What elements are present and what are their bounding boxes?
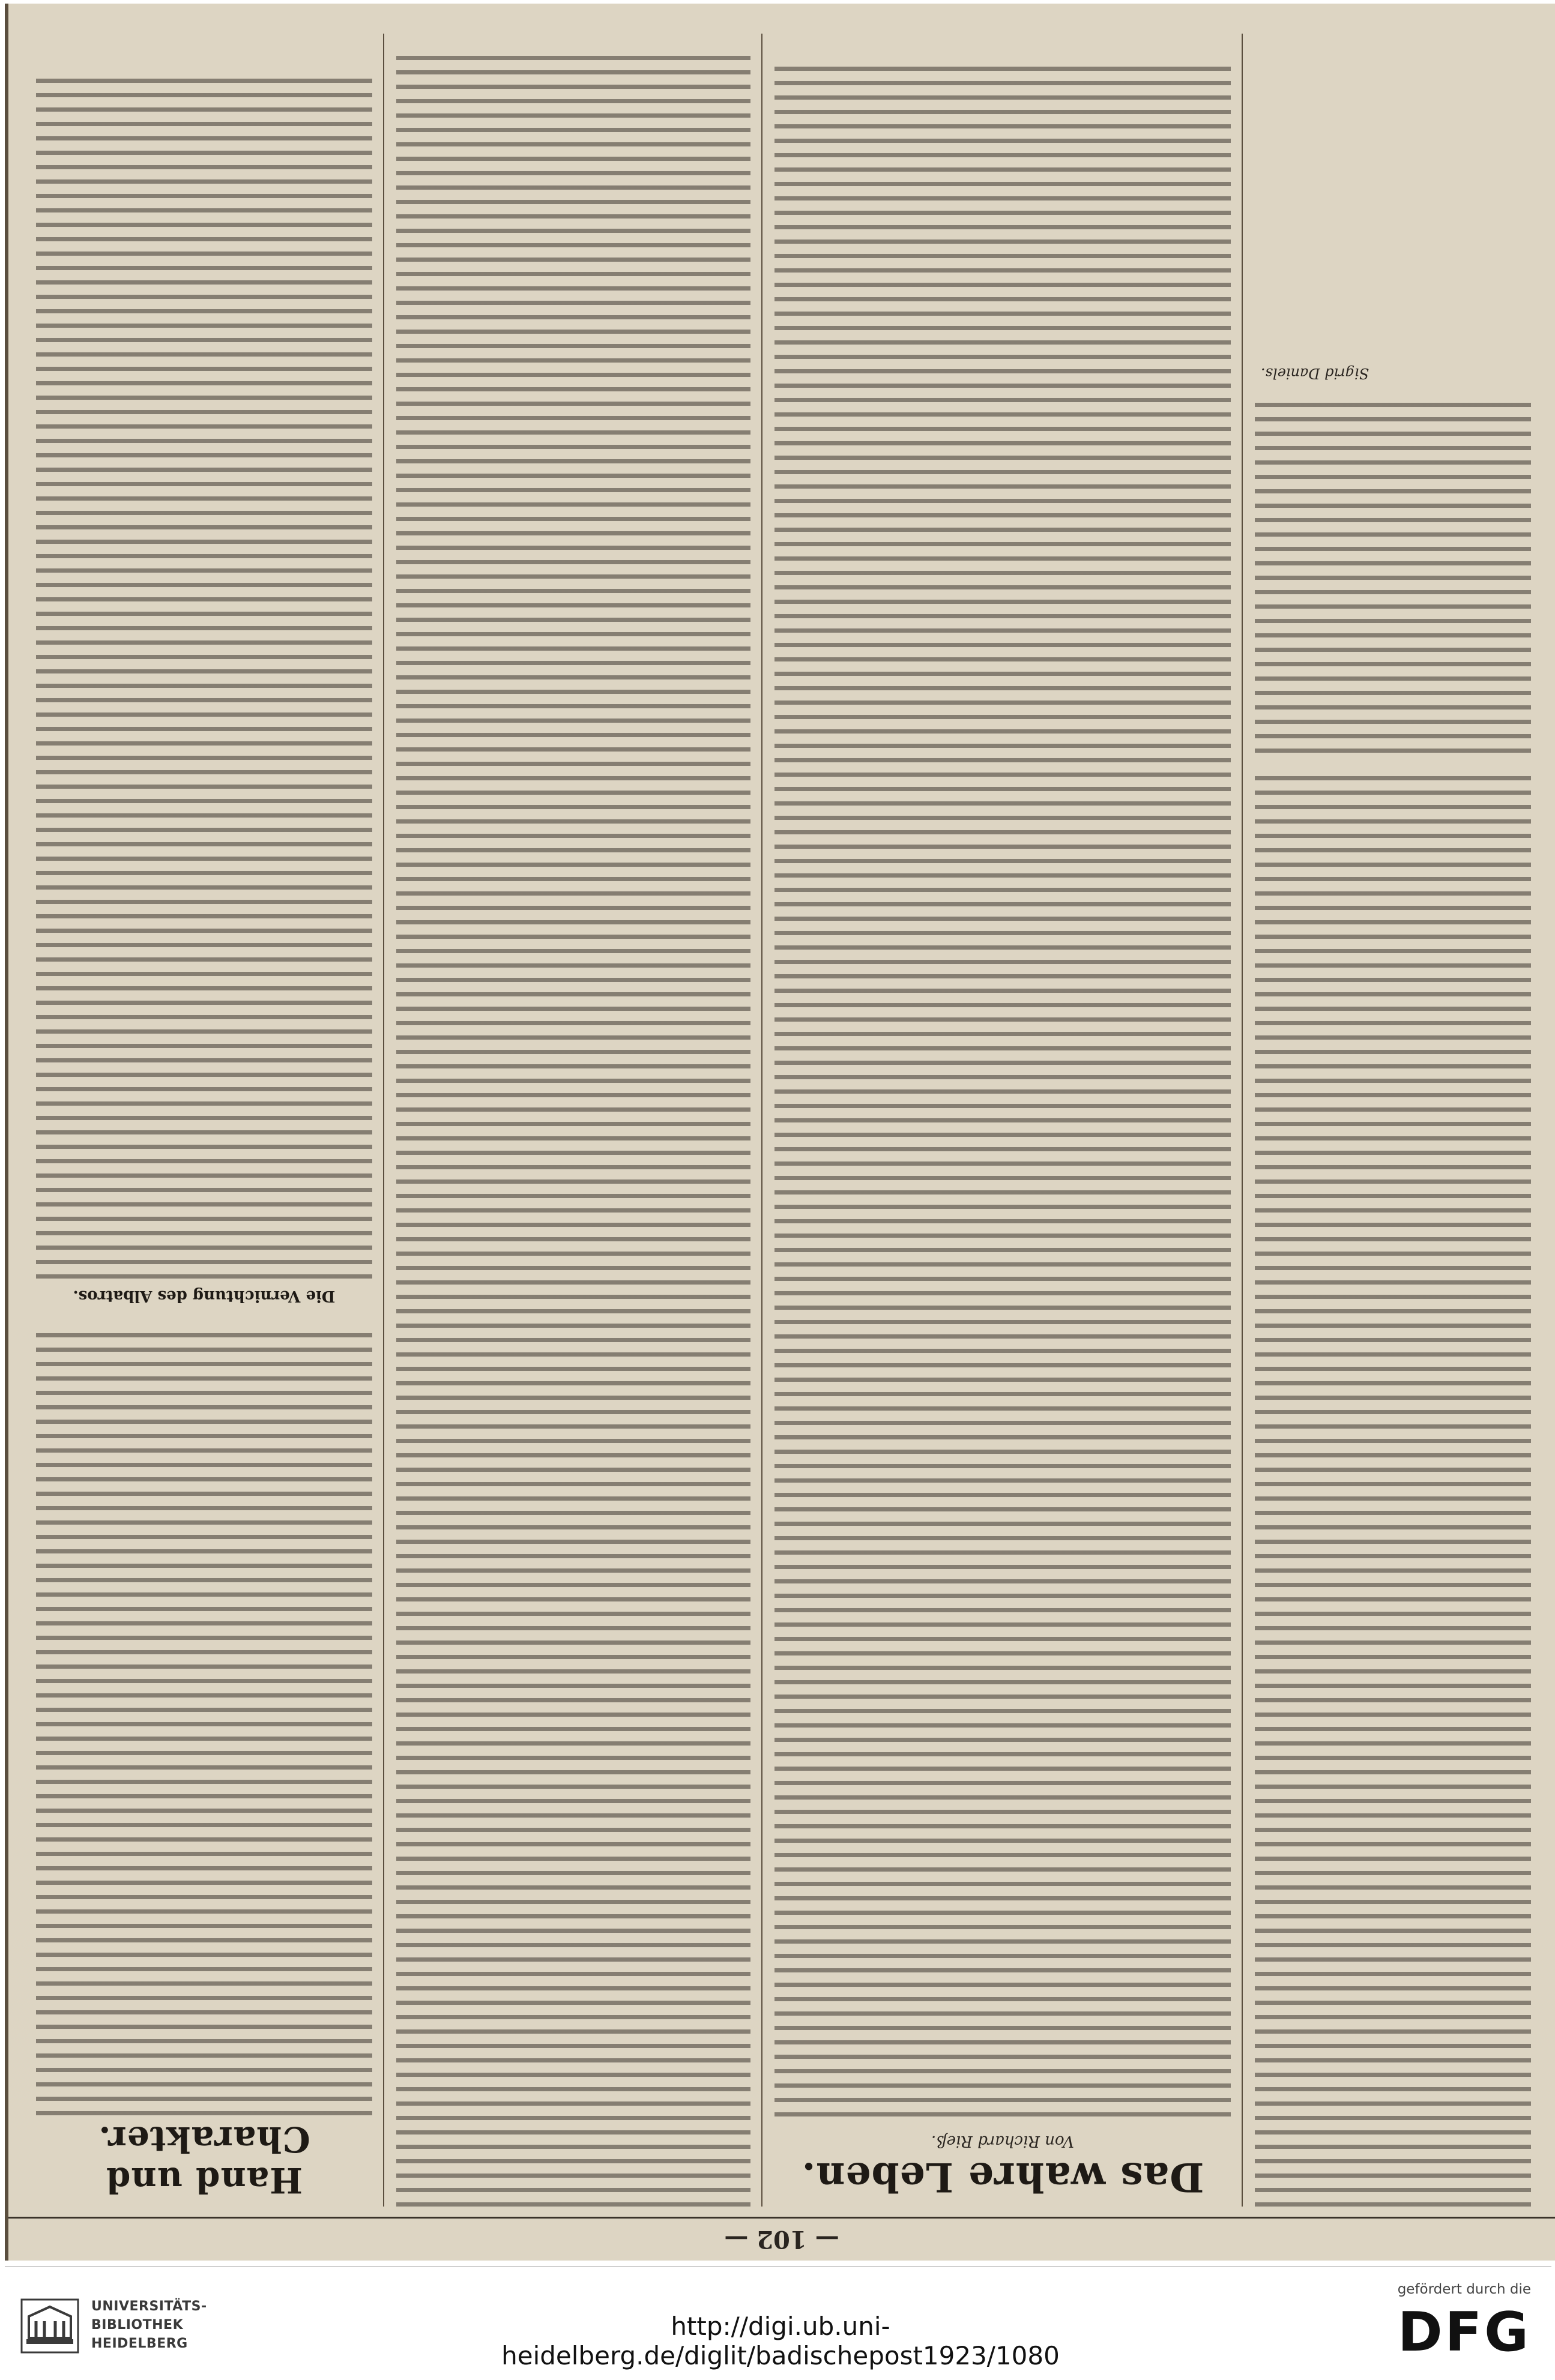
newspaper-scan xyxy=(5,4,1555,2261)
university-name-line: BIBLIOTHEK xyxy=(91,2318,184,2333)
page-number: — 102 — xyxy=(724,2225,839,2254)
university-name-line: UNIVERSITÄTS- xyxy=(91,2299,207,2314)
column-divider xyxy=(761,34,762,2207)
column-continuation xyxy=(1255,34,1531,2207)
newspaper-page-rotated xyxy=(8,4,1555,2261)
text-block xyxy=(36,78,372,1279)
column-story-continued xyxy=(396,34,750,2207)
column-story xyxy=(774,34,1231,2207)
university-name-line: HEIDELBERG xyxy=(91,2336,188,2351)
digitization-footer xyxy=(0,2266,1555,2380)
column-feature xyxy=(36,34,372,2207)
text-block xyxy=(774,64,1231,2116)
column-divider xyxy=(383,34,384,2207)
feature-headline: Hand und Charakter. xyxy=(98,2119,310,2201)
feature-subhead: Die Vernichtung des Albatros. xyxy=(73,1287,336,1305)
dfg-logo: DFG xyxy=(1397,2301,1531,2364)
story-byline: Von Richard Rieß. xyxy=(931,2132,1074,2150)
page-header xyxy=(8,2217,1555,2261)
text-block xyxy=(1255,393,1531,753)
footer-divider xyxy=(5,2266,1551,2267)
article-signature: Sigrid Daniels. xyxy=(1261,365,1369,382)
university-seal-icon xyxy=(17,2296,83,2356)
story-headline: Das wahre Leben. xyxy=(801,2154,1204,2201)
funded-by-label: gefördert durch die xyxy=(1397,2282,1531,2297)
text-block xyxy=(396,46,750,2207)
university-name xyxy=(91,2297,207,2353)
source-url-link[interactable]: http://digi.ub.uni-heidelberg.de/diglit/badischepost1923/1080 xyxy=(501,2312,1060,2370)
text-block xyxy=(36,1323,372,2115)
text-block xyxy=(1255,766,1531,2207)
column-divider xyxy=(1242,34,1243,2207)
